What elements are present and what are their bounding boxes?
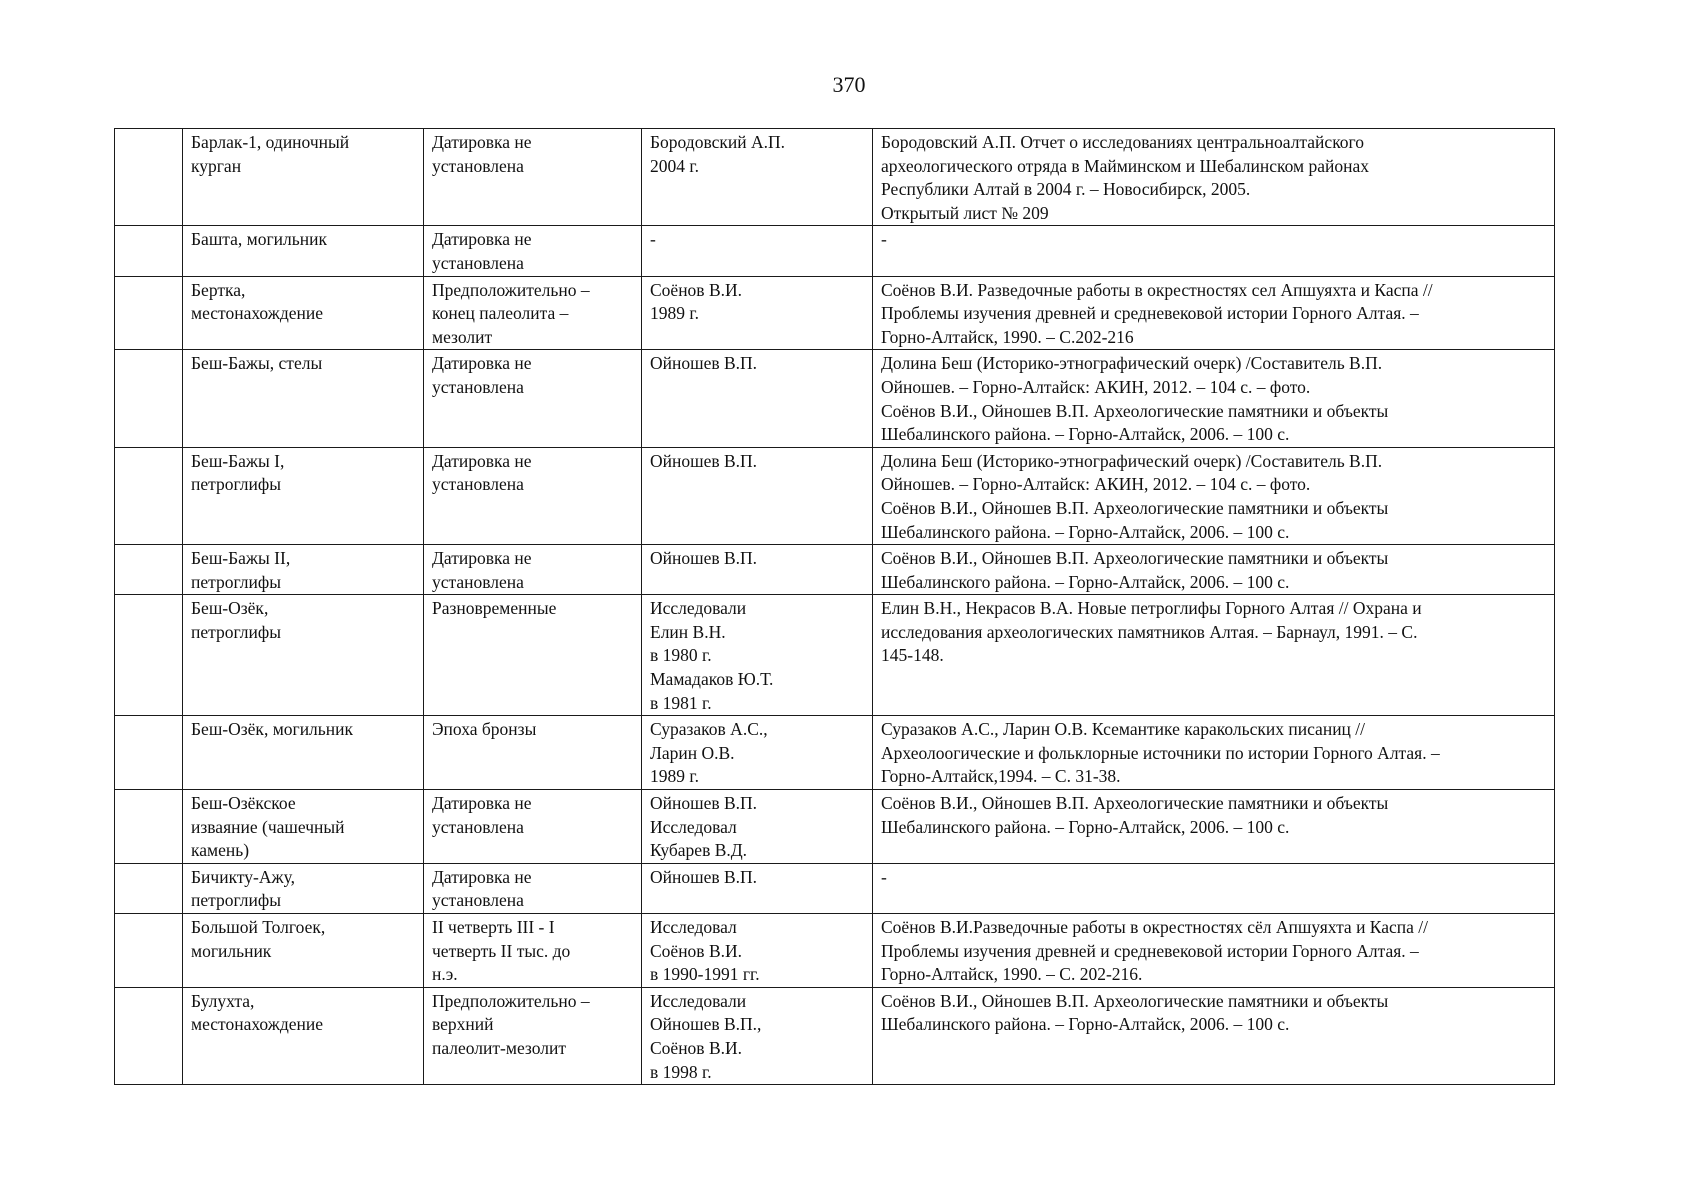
- monument-name-cell: Башта, могильник: [183, 226, 424, 276]
- row-number-cell: [115, 987, 183, 1084]
- researcher-cell: Бородовский А.П. 2004 г.: [642, 129, 873, 226]
- dating-cell: Датировка не установлена: [424, 863, 642, 913]
- monument-name-cell: Бичикту-Ажу, петроглифы: [183, 863, 424, 913]
- dating-cell: Датировка не установлена: [424, 545, 642, 595]
- row-number-cell: [115, 447, 183, 544]
- monument-name-cell: Беш-Озёкское изваяние (чашечный камень): [183, 790, 424, 864]
- row-number-cell: [115, 863, 183, 913]
- monument-name-cell: Беш-Озёк, петроглифы: [183, 595, 424, 716]
- source-cell: Соёнов В.И., Ойношев В.П. Археологические памятники и объекты Шебалинского района. – Горно-Алтайск, 2006. – 100 с.: [873, 790, 1555, 864]
- table-row: [115, 987, 1555, 1084]
- row-number-cell: [115, 129, 183, 226]
- monument-name-cell: Беш-Озёк, могильник: [183, 716, 424, 790]
- source-cell: Долина Беш (Историко-этнографический очерк) /Составитель В.П. Ойношев. – Горно-Алтайск: АКИН, 2012. – 104 с. – фото. Соёнов В.И., Ойношев В.П. Археологические памятники и объекты Шебалинского района. – Горно-Алтайск, 2006. – 100 с.: [873, 447, 1555, 544]
- table-row: [115, 790, 1555, 864]
- row-number-cell: [115, 350, 183, 447]
- table-row: [115, 863, 1555, 913]
- researcher-cell: Исследовал Соёнов В.И. в 1990-1991 гг.: [642, 914, 873, 988]
- dating-cell: Датировка не установлена: [424, 447, 642, 544]
- source-cell: Соёнов В.И. Разведочные работы в окрестностях сел Апшуяхта и Каспа // Проблемы изучения древней и средневековой истории Горного Алтая. – Горно-Алтайск, 1990. – С.202-216: [873, 276, 1555, 350]
- researcher-cell: Ойношев В.П.: [642, 863, 873, 913]
- source-cell: Соёнов В.И., Ойношев В.П. Археологические памятники и объекты Шебалинского района. – Горно-Алтайск, 2006. – 100 с.: [873, 987, 1555, 1084]
- source-cell: Бородовский А.П. Отчет о исследованиях центральноалтайского археологического отряда в Майминском и Шебалинском районах Республики Алтай в 2004 г. – Новосибирск, 2005. Открытый лист № 209: [873, 129, 1555, 226]
- researcher-cell: Исследовали Ойношев В.П., Соёнов В.И. в 1998 г.: [642, 987, 873, 1084]
- dating-cell: Датировка не установлена: [424, 790, 642, 864]
- monument-name-cell: Беш-Бажы II, петроглифы: [183, 545, 424, 595]
- dating-cell: Датировка не установлена: [424, 129, 642, 226]
- dating-cell: Эпоха бронзы: [424, 716, 642, 790]
- row-number-cell: [115, 914, 183, 988]
- source-cell: -: [873, 863, 1555, 913]
- dating-cell: Предположительно – верхний палеолит-мезолит: [424, 987, 642, 1084]
- row-number-cell: [115, 545, 183, 595]
- dating-cell: Датировка не установлена: [424, 226, 642, 276]
- table-row: [115, 595, 1555, 716]
- table-row: [115, 226, 1555, 276]
- row-number-cell: [115, 790, 183, 864]
- monument-name-cell: Беш-Бажы, стелы: [183, 350, 424, 447]
- dating-cell: Разновременные: [424, 595, 642, 716]
- researcher-cell: Ойношев В.П. Исследовал Кубарев В.Д.: [642, 790, 873, 864]
- table-row: [115, 276, 1555, 350]
- monument-name-cell: Булухта, местонахождение: [183, 987, 424, 1084]
- monuments-table: [114, 128, 1555, 1085]
- researcher-cell: Ойношев В.П.: [642, 545, 873, 595]
- monument-name-cell: Беш-Бажы I, петроглифы: [183, 447, 424, 544]
- monument-name-cell: Барлак-1, одиночный курган: [183, 129, 424, 226]
- researcher-cell: Соёнов В.И. 1989 г.: [642, 276, 873, 350]
- dating-cell: Предположительно – конец палеолита – мезолит: [424, 276, 642, 350]
- monument-name-cell: Большой Толгоек, могильник: [183, 914, 424, 988]
- researcher-cell: Исследовали Елин В.Н. в 1980 г. Мамадаков Ю.Т. в 1981 г.: [642, 595, 873, 716]
- dating-cell: II четверть III - I четверть II тыс. до н.э.: [424, 914, 642, 988]
- table-row: [115, 447, 1555, 544]
- researcher-cell: Ойношев В.П.: [642, 447, 873, 544]
- row-number-cell: [115, 716, 183, 790]
- table-row: [115, 350, 1555, 447]
- row-number-cell: [115, 276, 183, 350]
- researcher-cell: Суразаков А.С., Ларин О.В. 1989 г.: [642, 716, 873, 790]
- dating-cell: Датировка не установлена: [424, 350, 642, 447]
- page-number: 370: [832, 72, 866, 97]
- row-number-cell: [115, 226, 183, 276]
- table-row: [115, 716, 1555, 790]
- monument-name-cell: Бертка, местонахождение: [183, 276, 424, 350]
- source-cell: Долина Беш (Историко-этнографический очерк) /Составитель В.П. Ойношев. – Горно-Алтайск: АКИН, 2012. – 104 с. – фото. Соёнов В.И., Ойношев В.П. Археологические памятники и объекты Шебалинского района. – Горно-Алтайск, 2006. – 100 с.: [873, 350, 1555, 447]
- source-cell: Соёнов В.И., Ойношев В.П. Археологические памятники и объекты Шебалинского района. – Горно-Алтайск, 2006. – 100 с.: [873, 545, 1555, 595]
- source-cell: Елин В.Н., Некрасов В.А. Новые петроглифы Горного Алтая // Охрана и исследования археологических памятников Алтая. – Барнаул, 1991. – С. 145-148.: [873, 595, 1555, 716]
- row-number-cell: [115, 595, 183, 716]
- source-cell: Соёнов В.И.Разведочные работы в окрестностях сёл Апшуяхта и Каспа // Проблемы изучения древней и средневековой истории Горного Алтая. – Горно-Алтайск, 1990. – С. 202-216.: [873, 914, 1555, 988]
- table-row: [115, 914, 1555, 988]
- researcher-cell: Ойношев В.П.: [642, 350, 873, 447]
- source-cell: -: [873, 226, 1555, 276]
- table-row: [115, 129, 1555, 226]
- researcher-cell: -: [642, 226, 873, 276]
- table-row: [115, 545, 1555, 595]
- source-cell: Суразаков А.С., Ларин О.В. Ксемантике каракольских писаниц // Археолоогические и фольклорные источники по истории Горного Алтая. – Горно-Алтайск,1994. – С. 31-38.: [873, 716, 1555, 790]
